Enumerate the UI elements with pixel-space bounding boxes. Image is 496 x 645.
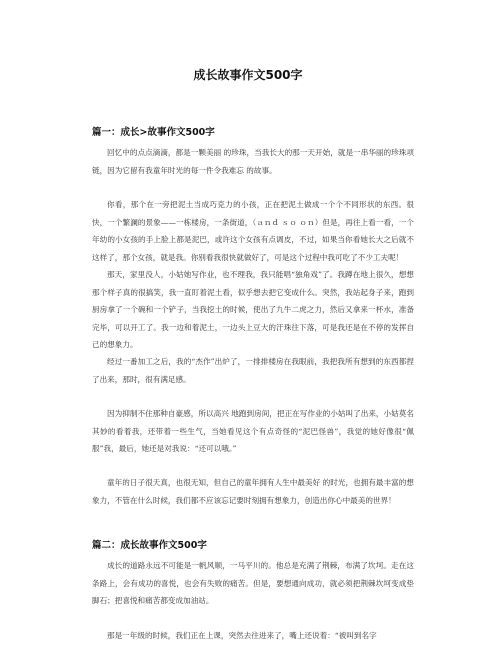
paragraph: 那是一年级的时候，我们正在上课，突然去往进来了，嘴上还说着：“被叫到名字 <box>107 631 377 640</box>
paragraph: 成长的道路永远不可能是一帆风顺，一马平川的。他总是充满了荆棘，布满了坎坷。走在这条路上，会有成功的喜悦，也会有失败的痛苦。但是，要想通向成功，就必须把荆棘坎坷变成垫脚石；把喜悦和痛苦都变成加油站。 <box>92 561 414 606</box>
paragraph: 童年的日子很天真，也很无知，但自己的童年拥有人生中最美好 的时光，也拥有最丰富的想象力，不管在什么时候，我们都不应该忘记要时刻拥有想象力，创造出你心中最美的世界！ <box>92 478 414 505</box>
paragraph: 那天，家里没人，小姑她写作业，也不理我，我只能唱“独角戏”了。我蹲在地上很久，想想那个样子真的很搞笑，我一直盯着泥土看，似乎想去把它变成什么。突然，我站起身子来，跑到厨房拿了一个碗和一个铲子，当我挖土的时候，使出了九牛二虎之力，然后又拿来一杯水，准备完毕，可以开工了。我一边和着泥土，一边头上豆大的汗珠往下落，可是我还是在不停的发挥自己的想象力。 <box>92 270 414 350</box>
paragraph: 回忆中的点点滴滴，都是一颗美丽 的珍珠，当我长大的那一天开始，就是一串华丽的珍珠项链，因为它留有我童年时光的每一件令我难忘 的故事。 <box>92 148 414 175</box>
paragraph: 你看，那个在一旁把泥土当成巧克力的小孩，正在把泥土做成一个个不同形状的东西。很快，一个繁澜的景象——一栋楼房，一条街道，（ａｎｄ ｓｏ ｏｎ）但是，再往上看一看，一个年幼的小女孩的手上脸上都是泥巴，或许这个女孩有点调皮，不过，如果当你看她长大之后就不这样了，那个女孩，就是我。你别看我很快就做好了，可是这个过程中我可吃了不少工夫呢！ <box>92 200 414 262</box>
section-heading-2: 篇二：成长故事作文500字 <box>92 540 207 551</box>
section-heading-1: 篇一：成长>故事作文500字 <box>92 127 215 138</box>
paragraph: 因为抑制不住那种自豪感，所以高兴 地跑到房间，把正在写作业的小姑叫了出来，小姑莫名其妙的看着我，还带着一些生气，当她看见这个有点奇怪的“泥巴怪兽”，我觉的她好像很“佩服”我，最后，她还是对我说：“还可以哦。” <box>92 409 414 454</box>
document-title: 成长故事作文500字 <box>193 68 303 82</box>
paragraph: 经过一番加工之后，我的“杰作”出炉了，一排排楼房在我眼前，我把我所有想到的东西都捏了出来，那时，很有满足感。 <box>92 357 414 384</box>
